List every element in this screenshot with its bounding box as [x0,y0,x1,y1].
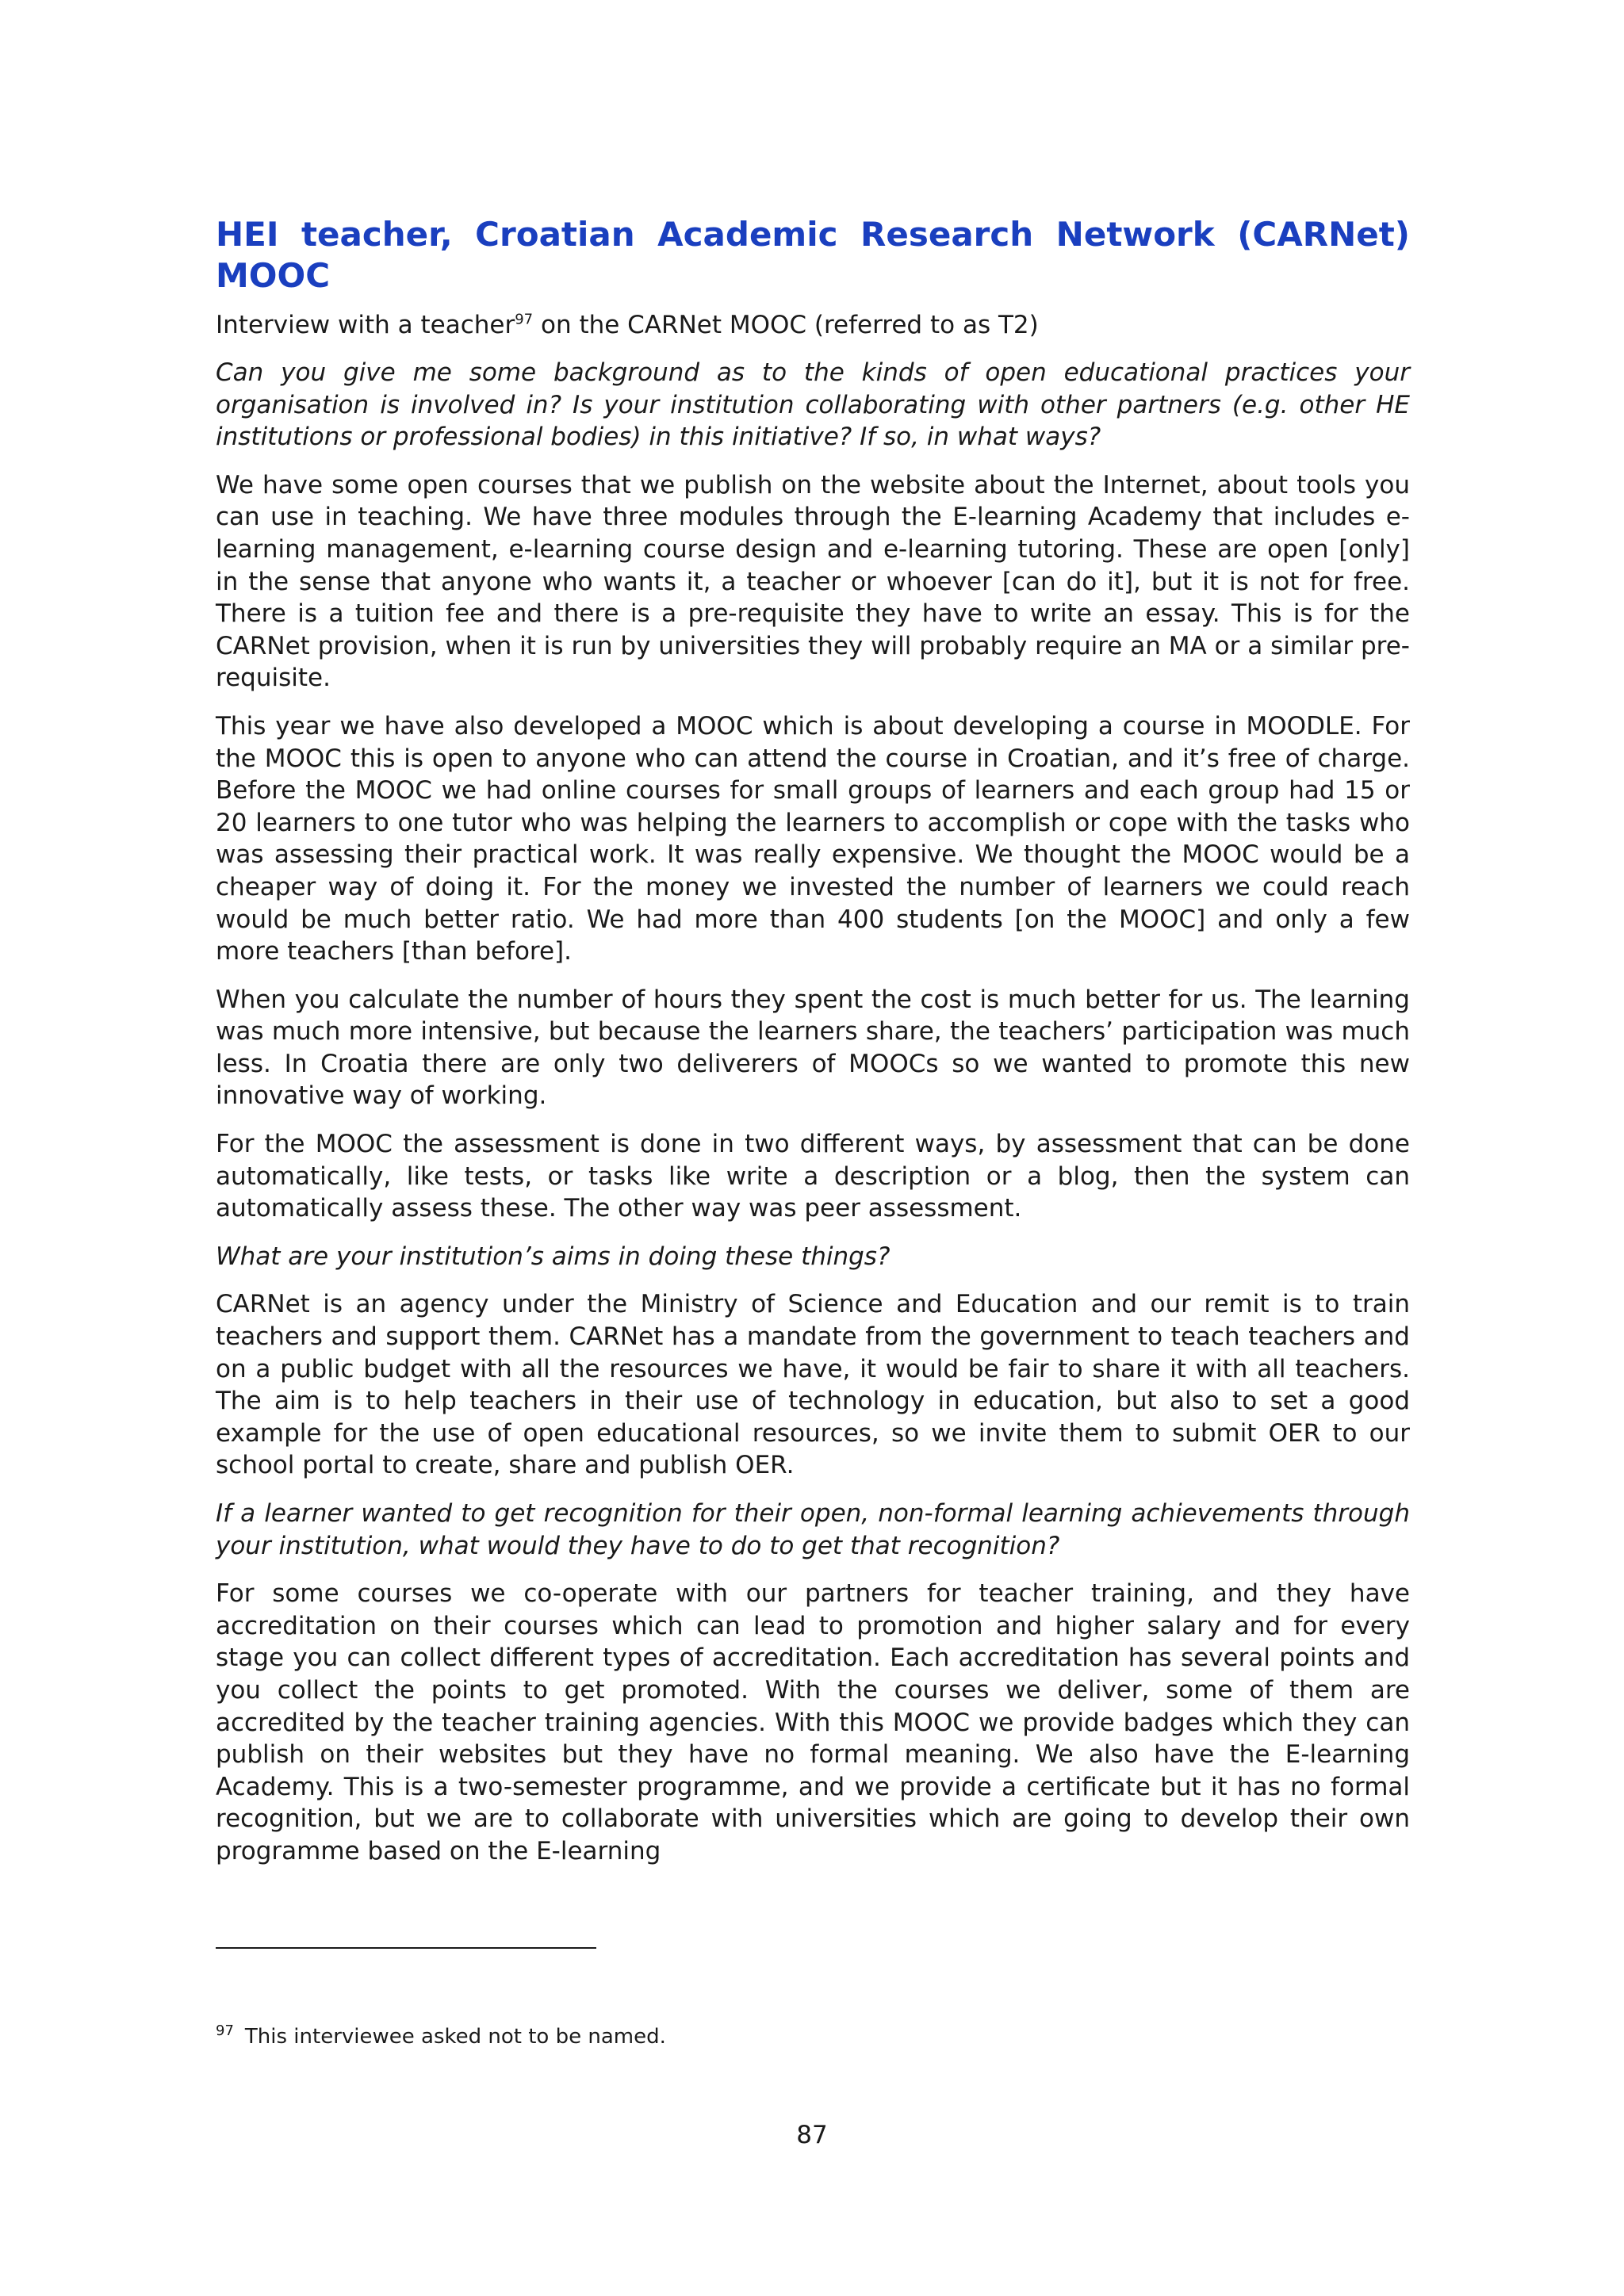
footnote [216,2023,666,2050]
page-body [216,214,1410,1884]
interview-intro [216,309,1410,341]
footnote-reference[interactable]: 97 [515,311,534,328]
interview-answer: For the MOOC the assessment is done in two different ways, by assessment that can be done automatically, like tests, or tasks like write a description or a blog, then the system can automatically assess these. The other way was peer assessment. [216,1130,1410,1223]
interview-question: Can you give me some background as to the kinds of open educational practices your organisation is involved in? Is your institution collaborating with other partners (e.g. other HE institutions or professional bodies) in this initiative? If so, in what ways? [216,358,1410,452]
interview-answer: We have some open courses that we publish on the website about the Internet, about tools you can use in teaching. We have three modules through the E-learning Academy that includes e-learning management, e-learning course design and e-learning tutoring. These are open [only] in the sense that anyone who wants it, a teacher or whoever [can do it], but it is not for free. There is a tuition fee and there is a pre-requisite they have to write an essay. This is for the CARNet provision, when it is run by universities they will probably require an MA or a similar pre-requisite. [216,470,1410,693]
intro-text-before: Interview with a teacher [216,311,515,339]
interview-answer: This year we have also developed a MOOC which is about developing a course in MOODLE. For the MOOC this is open to anyone who can attend the course in Croatian, and it’s free of charge. Before the MOOC we had online courses for small groups of learners and each group had 15 or 20 learners to one tutor who was helping the learners to accomplish or cope with the tasks who was assessing their practical work. It was really expensive. We thought the MOOC would be a cheaper way of doing it. For the money we invested the number of learners we could reach would be much better ratio. We had more than 400 students [on the MOOC] and only a few more teachers [than before]. [216,711,1410,966]
interview-answer: For some courses we co-operate with our partners for teacher training, and they have accreditation on their courses which can lead to promotion and higher salary and for every stage you can collect different types of accreditation. Each accreditation has several points and you collect the points to get promoted. With the courses we deliver, some of them are accredited by the teacher training agencies. With this MOOC we provide badges which they can publish on their websites but they have no formal meaning. We also have the E-learning Academy. This is a two-semester programme, and we provide a certificate but it has no formal recognition, but we are to collaborate with universities which are going to develop their own programme based on the E-learning [216,1579,1410,1866]
footnote-text: This interviewee asked not to be named. [244,2025,666,2049]
footnote-divider [216,1947,596,1949]
page-number: 87 [796,2121,828,2149]
section-heading: HEI teacher, Croatian Academic Research Network (CARNet) MOOC [216,215,1410,295]
interview-question: If a learner wanted to get recognition for their open, non-formal learning achievements through your institution, what would they have to do to get that recognition? [216,1499,1410,1560]
interview-answer: When you calculate the number of hours they spent the cost is much better for us. The learning was much more intensive, but because the learners share, the teachers’ participation was much less. In Croatia there are only two deliverers of MOOCs so we wanted to promote this new innovative way of working. [216,985,1410,1111]
intro-text-after: on the CARNet MOOC (referred to as T2) [533,311,1039,339]
interview-answer: CARNet is an agency under the Ministry of Science and Education and our remit is to train teachers and support them. CARNet has a mandate from the government to teach teachers and on a public budget with all the resources we have, it would be fair to share it with all teachers. The aim is to help teachers in their use of technology in education, but also to set a good example for the use of open educational resources, so we invite them to submit OER to our school portal to create, share and publish OER. [216,1290,1410,1480]
footnote-number: 97 [216,2022,234,2040]
interview-question: What are your institution’s aims in doing these things? [216,1242,891,1271]
